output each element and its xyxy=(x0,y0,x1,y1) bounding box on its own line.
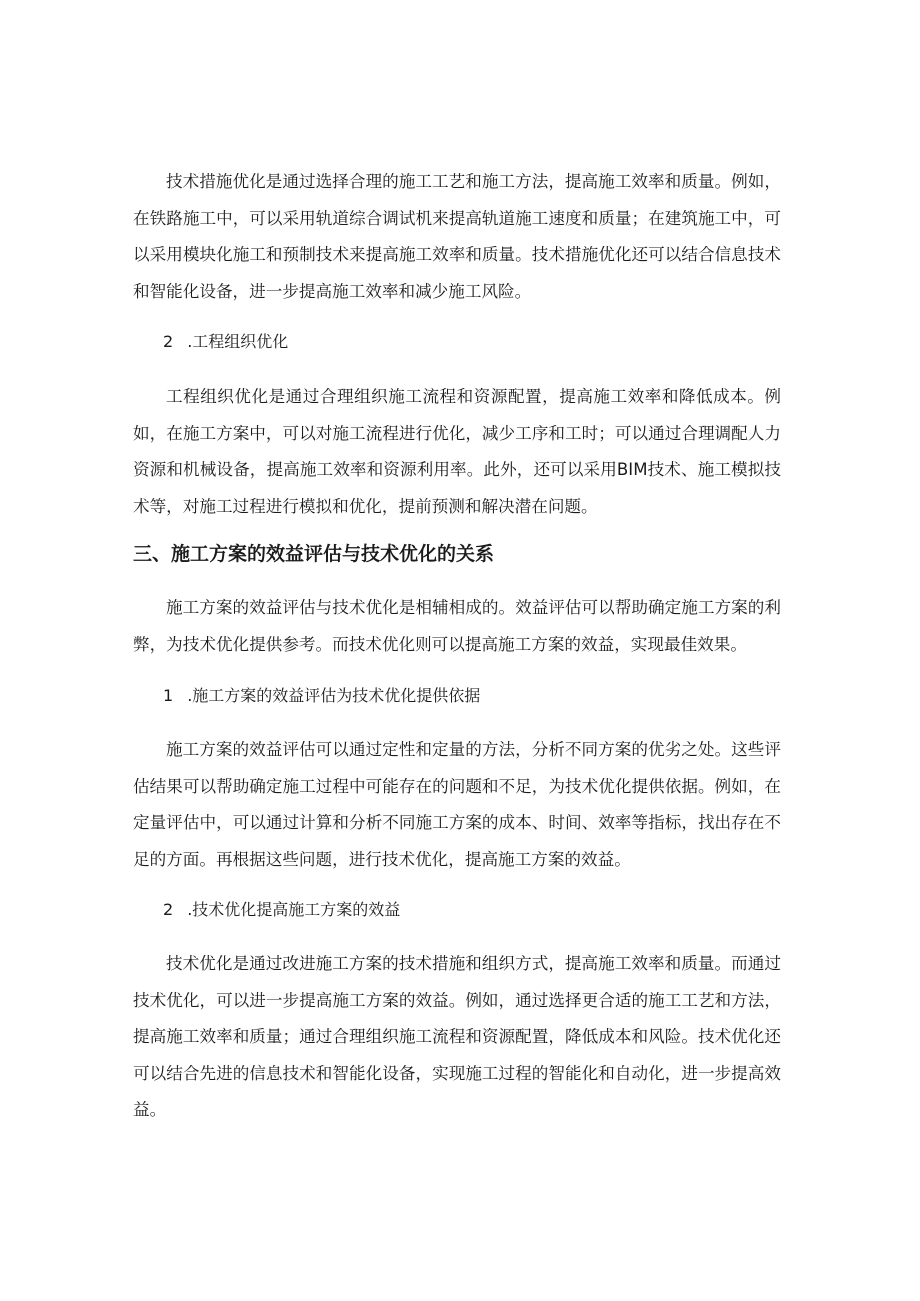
subheading-text: .施工方案的效益评估为技术优化提供依据 xyxy=(187,686,481,705)
paragraph-engineering-organization: 工程组织优化是通过合理组织施工流程和资源配置，提高施工效率和降低成本。例如，在施工方案中，可以对施工流程进行优化，减少工序和工时；可以通过合理调配人力资源和机械设备，提高施工效率和资源利用率。此外，还可以采用BIM技术、施工模拟技术等，对施工过程进行模拟和优化，提前预测和解决潜在问题。 xyxy=(133,387,781,516)
subheading-text: .技术优化提高施工方案的效益 xyxy=(187,900,401,919)
paragraph-technical-measures: 技术措施优化是通过选择合理的施工工艺和施工方法，提高施工效率和质量。例如，在铁路施工中，可以采用轨道综合调试机来提高轨道施工速度和质量；在建筑施工中，可以采用模块化施工和预制技术来提高施工效率和质量。技术措施优化还可以结合信息技术和智能化设备，进一步提高施工效率和减少施工风险。 xyxy=(133,172,781,301)
subheading-number: 1 xyxy=(163,686,174,705)
section-heading-3: 三、施工方案的效益评估与技术优化的关系 xyxy=(133,543,495,565)
paragraph-evaluation-basis: 施工方案的效益评估可以通过定性和定量的方法，分析不同方案的优劣之处。这些评估结果可以帮助确定施工过程中可能存在的问题和不足，为技术优化提供依据。例如，在定量评估中，可以通过计算和分析不同施工方案的成本、时间、效率等指标，找出存在不足的方面。再根据这些问题，进行技术优化，提高施工方案的效益。 xyxy=(133,740,781,869)
subheading-text: .工程组织优化 xyxy=(187,332,289,351)
subheading-number: 2 xyxy=(163,332,174,351)
subheading-engineering-organization xyxy=(163,330,288,354)
subheading-number: 2 xyxy=(163,900,174,919)
paragraph-relationship: 施工方案的效益评估与技术优化是相辅相成的。效益评估可以帮助确定施工方案的利弊，为技术优化提供参考。而技术优化则可以提高施工方案的效益，实现最佳效果。 xyxy=(133,598,781,654)
subheading-evaluation-basis xyxy=(163,684,480,708)
subheading-optimization-benefit xyxy=(163,898,400,922)
paragraph-optimization-benefit: 技术优化是通过改进施工方案的技术措施和组织方式，提高施工效率和质量。而通过技术优化，可以进一步提高施工方案的效益。例如，通过选择更合适的施工工艺和方法，提高施工效率和质量；通过合理组织施工流程和资源配置，降低成本和风险。技术优化还可以结合先进的信息技术和智能化设备，实现施工过程的智能化和自动化，进一步提高效益。 xyxy=(133,954,781,1119)
